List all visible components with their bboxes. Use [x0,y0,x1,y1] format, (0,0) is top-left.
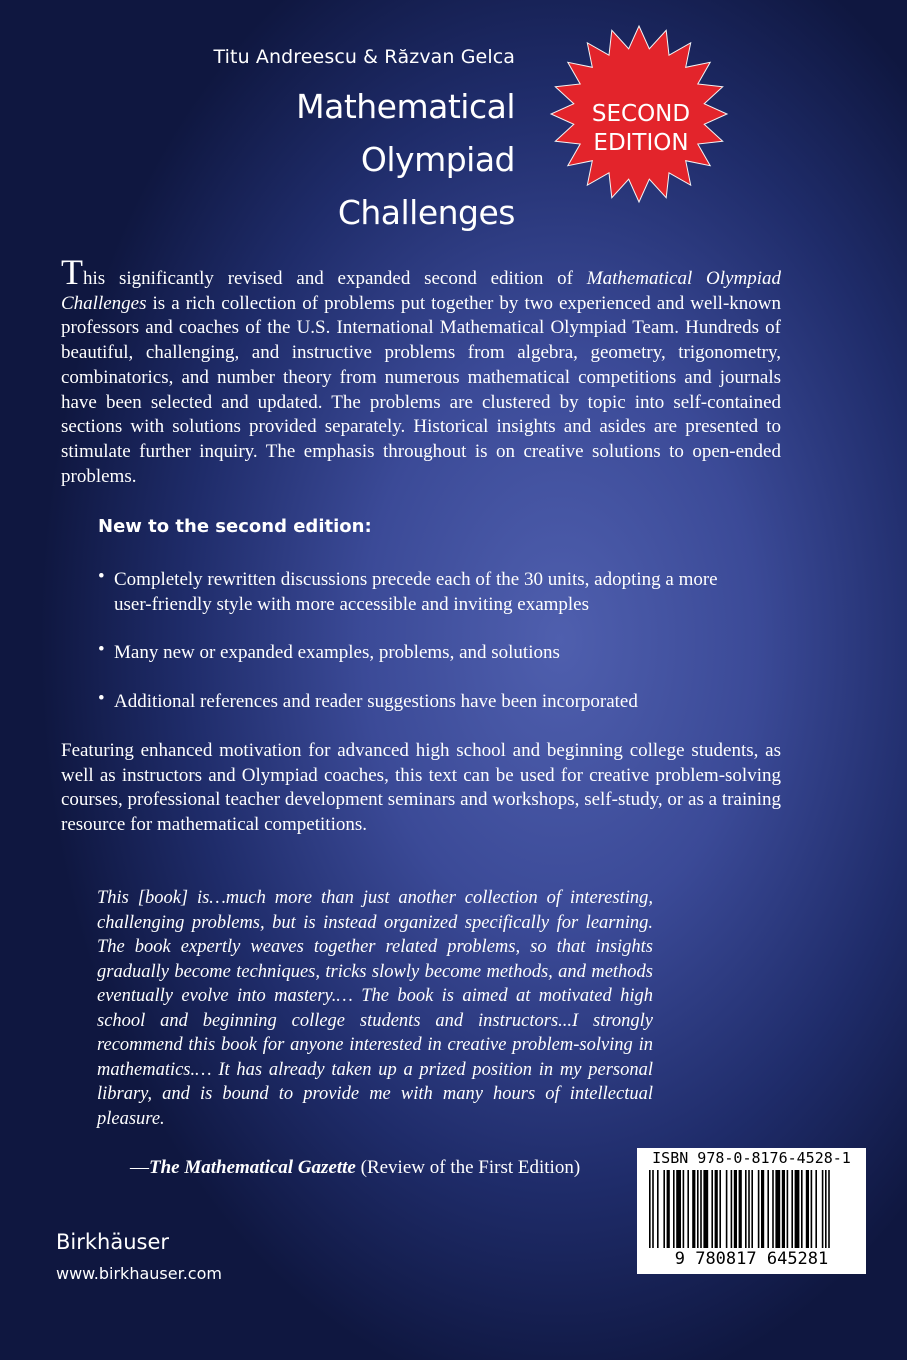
review-quote: This [book] is…much more than just another collection of interesting, challenging problems, but is instead organized specifically for learning. The book expertly weaves together related problems, so that insights gradually become techniques, tricks slowly become methods, and methods eventually evolve into mastery.… The book is aimed at motivated high school and beginning college students and instructors...I strongly recommend this book for anyone interested in creative problem-solving in mathematics.… It has already taken up a prized position in my personal library, and is bound to provide me with many hours of intellectual pleasure. [97,888,653,1129]
barcode-bar [775,1170,780,1248]
barcode-bar [751,1170,753,1248]
intro-paragraph [61,252,781,489]
intro-book-title: Mathematical Olympiad Challenges [61,268,781,314]
barcode-bar [791,1170,793,1248]
bullet-item [98,568,738,617]
barcode-bar [828,1170,830,1248]
barcode-bar [815,1170,817,1248]
barcode-bar [782,1170,785,1248]
barcode-bar [787,1170,789,1248]
barcode-bar [657,1170,659,1248]
barcode-bar [649,1170,651,1248]
barcode-bar [667,1170,670,1248]
barcode-bar [734,1170,737,1248]
barcode-bar [663,1170,665,1248]
barcode-bar [676,1170,681,1248]
barcode-bar [761,1170,764,1248]
barcode-bar [811,1170,813,1248]
review-note: (Review of the First Edition) [355,1157,581,1178]
bullet-text: Many new or expanded examples, problems, and solutions [114,642,560,663]
title-line: Olympiad [360,140,515,179]
intro-text-rest: is a rich collection of problems put together by two experienced and well-known professors and coaches of the U.S. International Mathematical Olympiad Team. Hundreds of beautiful, challenging, and instructive problems from algebra, geometry, trigonometry, combinatorics, and number theory from numerous mathematical competitions and journals have been selected and updated. The problems are clustered by topic into self-contained sections with solutions provided separately. Historical insights and asides are presented to stimulate further inquiry. The emphasis throughout is on creative solutions to open-ended problems. [61,292,781,487]
barcode-bar [767,1170,769,1248]
new-edition-heading: New to the second edition: [98,516,372,537]
barcode-bar [739,1170,742,1248]
bullet-icon: • [98,688,105,709]
barcode-bar [719,1170,721,1248]
barcode-bar [687,1170,689,1248]
title-line: Challenges [337,193,515,232]
publisher-website: www.birkhauser.com [56,1264,222,1283]
review-source: The Mathematical Gazette [149,1157,356,1178]
featuring-paragraph: Featuring enhanced motivation for advanced high school and beginning college students, as well as instructors and Olympiad coaches, this text can be used for creative problem-solving courses, professional teacher development seminars and workshops, self-study, or as a training resource for mathematical competitions. [61,740,781,836]
authors: Titu Andreescu & Răzvan Gelca [213,46,515,68]
barcode-bar [795,1170,800,1248]
bullet-text: Completely rewritten discussions precede each of the 30 units, adopting a more user-friendly style with more accessible and inviting examples [114,569,718,615]
barcode-bar [758,1170,760,1248]
book-title [296,80,515,239]
review-attribution [130,1157,580,1179]
title-line: Mathematical [296,87,515,126]
barcode-bar [711,1170,713,1248]
barcode-bar [715,1170,718,1248]
attribution-dash: — [130,1157,149,1178]
barcode-bar [652,1170,654,1248]
barcode-bar [726,1170,728,1248]
intro-text-start: his significantly revised and expanded second edition of [83,268,587,289]
barcode-digits: 9 780817 645281 [674,1249,829,1269]
barcode-bar [806,1170,809,1248]
bullet-icon: • [98,639,105,660]
barcode-bar [772,1170,774,1248]
barcode-bar [822,1170,824,1248]
bullet-item [98,641,738,666]
barcode-bar [683,1170,685,1248]
publisher-name: Birkhäuser [56,1230,170,1254]
isbn-barcode [637,1148,866,1274]
barcode-bar [745,1170,747,1248]
barcode-bar [697,1170,699,1248]
barcode-bars [647,1170,856,1250]
badge-line: EDITION [593,130,689,156]
edition-badge-text [549,100,733,158]
barcode-bar [748,1170,750,1248]
bullet-item [98,690,738,715]
bullet-text: Additional references and reader suggestions have been incorporated [114,691,638,712]
barcode-bar [825,1170,827,1248]
barcode-bar [692,1170,695,1248]
barcode-bar [673,1170,675,1248]
bullet-icon: • [98,566,105,587]
barcode-bar [731,1170,733,1248]
barcode-bar [801,1170,803,1248]
barcode-bar [700,1170,702,1248]
badge-line: SECOND [591,101,691,127]
drop-cap: T [61,252,83,292]
barcode-bar [703,1170,708,1248]
isbn-label: ISBN 978-0-8176-4528-1 [652,1149,851,1167]
